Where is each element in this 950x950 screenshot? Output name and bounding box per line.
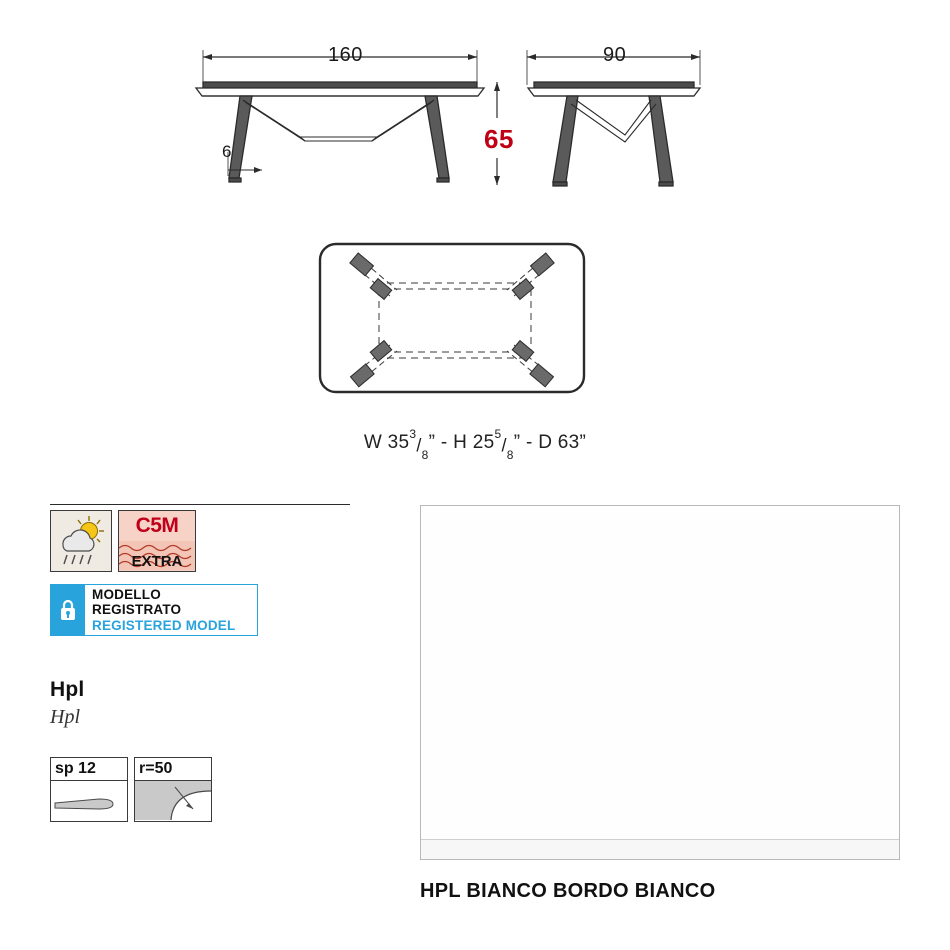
registered-model-line-it: MODELLO REGISTRATO [92,586,182,618]
imperial-height-numerator: 5 [494,427,502,442]
specs-icon-column [50,510,380,822]
imperial-height-denominator: 8 [506,447,514,462]
lock-icon [51,585,85,635]
corner-radius-spec-label: r=50 [135,758,211,781]
corner-radius-spec-icon [134,757,212,822]
product-caption: HPL BIANCO BORDO BIANCO [420,880,716,902]
imperial-height: H 25 [453,432,495,453]
thickness-spec-icon [50,757,128,822]
imperial-depth: D 63” [538,432,587,453]
product-image [420,505,900,860]
side-depth-dimension-label: 90 [603,44,627,66]
imperial-width-numerator: 3 [409,427,417,442]
top-thickness-dimension-label: 6 [222,142,232,161]
imperial-width-denominator: 8 [421,447,429,462]
weather-sun-cloud-rain-icon [50,510,112,572]
imperial-dimensions-line [0,427,950,462]
certification-icons-row [50,510,380,572]
imperial-separator-1: - [440,432,448,453]
imperial-width-fraction: $^3/_8$ [409,427,429,462]
imperial-width-unit: ” [428,432,436,453]
height-dimension-label: 65 [484,124,514,154]
imperial-height-unit: ” [513,432,521,453]
c5m-subtitle-area [119,541,195,570]
section-divider [50,504,350,505]
registered-model-text [85,585,257,635]
c5m-extra-label: EXTRA [131,552,183,570]
imperial-separator-2: - [525,432,533,453]
imperial-width: W 35 [363,432,410,453]
product-edge-band [421,839,899,859]
registered-model-line-en: REGISTERED MODEL [92,617,236,633]
material-name-translation: Hpl [50,706,80,728]
c5m-label: C5M [135,514,179,537]
thickness-spec-label: sp 12 [51,758,127,781]
front-width-dimension-label: 160 [328,44,363,66]
c5m-extra-corrosion-icon [118,510,196,572]
product-surface [421,506,899,841]
registered-model-badge [50,584,258,636]
c5m-title-area [119,511,195,541]
spec-boxes-row [50,757,380,822]
material-name: Hpl [50,678,85,701]
imperial-height-fraction: $^5/_8$ [494,427,514,462]
corner-radius-spec-graphic [135,781,211,821]
material-block [50,678,380,729]
thickness-spec-graphic [51,781,127,821]
